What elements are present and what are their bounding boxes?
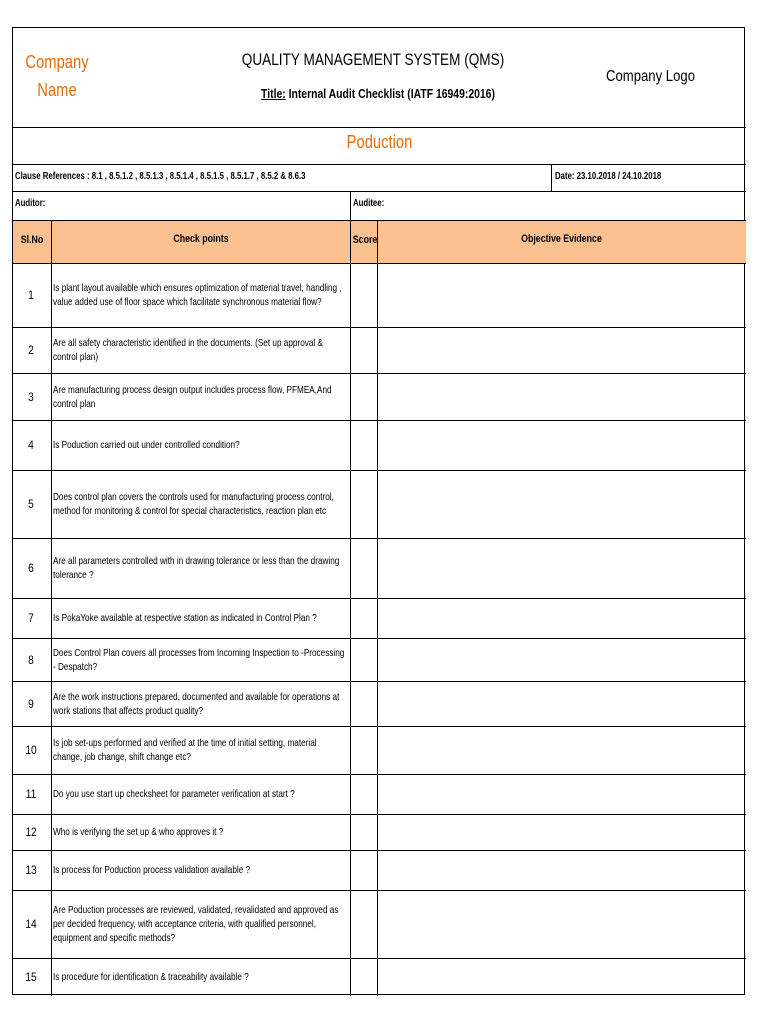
table-row	[13, 774, 746, 814]
table-row	[13, 373, 746, 420]
row-number: 9	[28, 696, 34, 711]
score-cell[interactable]	[351, 327, 377, 373]
check-point-text: Are manufacturing process design output includes process flow, PFMEA,And control plan	[53, 383, 332, 410]
check-point-text: Are all safety characteristic identified in the documents. (Set up approval & control plan)	[53, 337, 323, 363]
auditor-label: Auditor:	[15, 198, 46, 209]
auditee-label: Auditee:	[353, 198, 385, 209]
score-cell[interactable]	[351, 814, 377, 850]
table-row	[13, 814, 746, 850]
objective-evidence-cell[interactable]	[378, 890, 746, 958]
score-cell[interactable]	[351, 470, 377, 538]
table-row	[13, 638, 746, 681]
objective-evidence-cell[interactable]	[378, 681, 746, 726]
table-row	[13, 958, 746, 996]
row-number: 7	[28, 611, 34, 625]
document-title	[222, 86, 534, 101]
objective-evidence-cell[interactable]	[378, 420, 746, 470]
row-number: 8	[28, 652, 34, 667]
objective-evidence-cell[interactable]	[378, 263, 746, 327]
row-number: 6	[28, 561, 34, 575]
objective-evidence-cell[interactable]	[378, 774, 746, 814]
score-cell[interactable]	[351, 850, 377, 890]
clause-references: Clause References : 8.1 , 8.5.1.2 , 8.5.1.3 , 8.5.1.4 , 8.5.1.5 , 8.5.1.7 , 8.5.2 & 8.6.3	[15, 171, 306, 182]
objective-evidence-cell[interactable]	[378, 958, 746, 996]
objective-evidence-cell[interactable]	[378, 850, 746, 890]
score-cell[interactable]	[351, 726, 377, 774]
company-name-line2: Name	[37, 80, 77, 100]
company-name	[13, 48, 101, 108]
objective-evidence-cell[interactable]	[378, 327, 746, 373]
check-point-text: Does Control Plan covers all processes from Incoming Inspection to -Processing - Despatch?	[53, 646, 345, 673]
objective-evidence-cell[interactable]	[378, 538, 746, 598]
table-row	[13, 726, 746, 774]
column-check-points: Check points	[173, 233, 229, 245]
table-row	[13, 263, 746, 327]
score-cell[interactable]	[351, 774, 377, 814]
check-point-text: Is plant layout available which ensures optimization of material travel, handling , value added use of floor space which facilitate synchronous material flow?	[53, 282, 342, 308]
score-cell[interactable]	[351, 890, 377, 958]
table-row	[13, 538, 746, 598]
check-point-text: Is PokaYoke available at respective station as indicated in Control Plan ?	[53, 612, 317, 624]
objective-evidence-cell[interactable]	[378, 373, 746, 420]
score-cell[interactable]	[351, 373, 377, 420]
score-cell[interactable]	[351, 638, 377, 681]
row-number: 11	[25, 787, 37, 801]
row-number: 1	[28, 288, 34, 302]
document-title-value: Internal Audit Checklist (IATF 16949:2016)	[285, 86, 495, 101]
row-number: 2	[28, 343, 34, 357]
score-cell[interactable]	[351, 681, 377, 726]
row-number: 13	[25, 863, 37, 877]
system-title: QUALITY MANAGEMENT SYSTEM (QMS)	[241, 50, 505, 69]
table-row	[13, 890, 746, 958]
score-cell[interactable]	[351, 263, 377, 327]
table-row	[13, 598, 746, 638]
score-cell[interactable]	[351, 958, 377, 996]
table-row	[13, 681, 746, 726]
check-point-text: Does control plan covers the controls used for manufacturing process control, method for monitoring & control for special characteristics, reaction plan etc	[53, 491, 334, 517]
objective-evidence-cell[interactable]	[378, 598, 746, 638]
table-row	[13, 850, 746, 890]
objective-evidence-cell[interactable]	[378, 638, 746, 681]
check-point-text: Who is verifying the set up & who approves it ?	[53, 826, 224, 838]
row-number: 3	[28, 389, 34, 404]
row-number: 5	[28, 497, 34, 511]
check-point-text: Are the work instructions prepared, documented and available for operations at work stations that affects product quality?	[53, 690, 340, 717]
row-number: 14	[25, 917, 37, 931]
objective-evidence-cell[interactable]	[378, 814, 746, 850]
column-sl-no: Sl.No	[20, 234, 44, 246]
score-cell[interactable]	[351, 598, 377, 638]
column-objective-evidence: Objective Evidence	[521, 233, 602, 245]
row-number: 4	[28, 438, 34, 452]
column-score: Score	[352, 234, 378, 246]
check-point-text: Do you use start up checksheet for parameter verification at start ?	[53, 788, 295, 800]
check-point-text: Are all parameters controlled with in drawing tolerance or less than the drawing tolerance ?	[53, 555, 340, 581]
row-number: 15	[25, 970, 37, 984]
objective-evidence-cell[interactable]	[378, 470, 746, 538]
table-row	[13, 327, 746, 373]
check-point-text: Is Poduction carried out under controlled condition?	[53, 439, 240, 451]
check-point-text: Is procedure for identification & traceability available ?	[53, 971, 249, 983]
score-cell[interactable]	[351, 420, 377, 470]
check-point-text: Is process for Poduction process validation available ?	[53, 864, 251, 876]
score-cell[interactable]	[351, 538, 377, 598]
company-name-line1: Company	[25, 52, 89, 72]
table-row	[13, 420, 746, 470]
table-row	[13, 470, 746, 538]
company-logo: Company Logo	[606, 68, 695, 85]
row-number: 12	[25, 825, 37, 839]
audit-checklist-sheet	[12, 27, 745, 995]
objective-evidence-cell[interactable]	[378, 726, 746, 774]
row-number: 10	[25, 743, 37, 757]
check-point-text: Are Poduction processes are reviewed, validated, revalidated and approved as per decided frequency, with acceptance criteria, with qualified personnel, equipment and specific methods?	[53, 904, 339, 944]
check-point-text: Is job set-ups performed and verified at the time of initial setting, material change, job change, shift change etc?	[53, 737, 317, 763]
document-title-label: Title:	[261, 86, 286, 101]
audit-date: Date: 23.10.2018 / 24.10.2018	[555, 171, 662, 182]
section-title: Poduction	[346, 132, 413, 152]
